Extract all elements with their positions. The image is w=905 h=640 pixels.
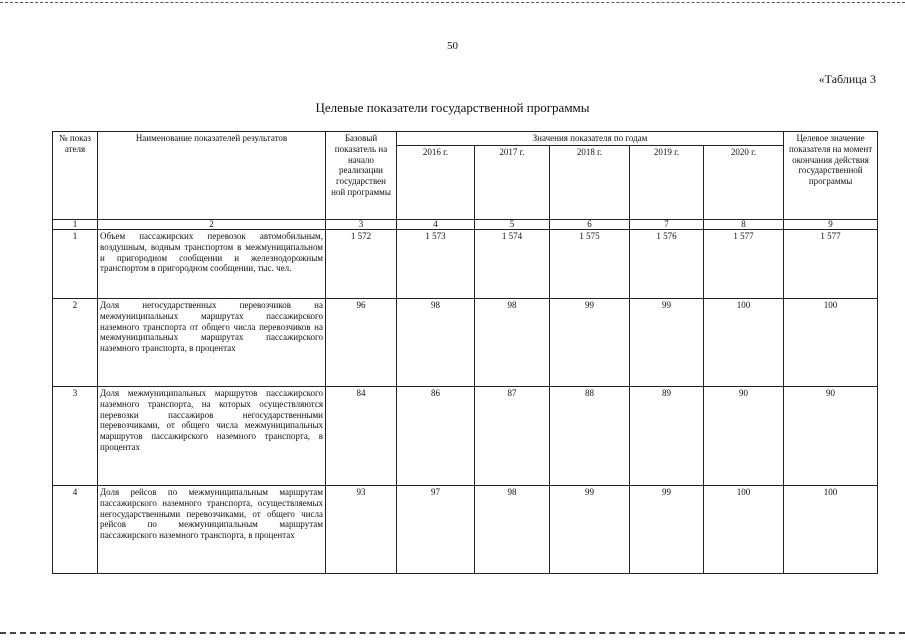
column-number: 7: [630, 220, 704, 230]
row-indicator-name: Объем пассажирских перевозок автомобильным, воздушным, водным транспортом в межмуниципальном и пригородном сообщении и железнодорожным транспортом в пригородном сообщении, тыс. чел.: [98, 230, 326, 299]
table-row: [53, 387, 878, 486]
row-year-value: 89: [630, 387, 704, 486]
document-title: Целевые показатели государственной программы: [315, 100, 590, 115]
column-number: 3: [326, 220, 397, 230]
row-year-value: 1 575: [550, 230, 630, 299]
row-base-value: 1 572: [326, 230, 397, 299]
header-values-group: Значения показателя по годам: [397, 132, 784, 146]
row-num: 4: [53, 486, 98, 574]
column-number: 8: [704, 220, 784, 230]
row-indicator-name: Доля негосударственных перевозчиков на межмуниципальных маршрутах пассажирского наземного транспорта от общего числа перевозчиков на межмуниципальных маршрутах пассажирского наземного транспорта, в процентах: [98, 299, 326, 387]
header-row: [53, 132, 878, 146]
row-year-value: 1 574: [475, 230, 550, 299]
table-row: [53, 486, 878, 574]
row-year-value: 99: [630, 486, 704, 574]
header-year: 2018 г.: [550, 146, 630, 220]
row-num: 3: [53, 387, 98, 486]
row-base-value: 84: [326, 387, 397, 486]
header-year: 2017 г.: [475, 146, 550, 220]
column-number: 4: [397, 220, 475, 230]
row-target-value: 100: [784, 299, 878, 387]
scan-top-edge: [0, 2, 905, 3]
row-base-value: 93: [326, 486, 397, 574]
column-number: 5: [475, 220, 550, 230]
row-year-value: 1 576: [630, 230, 704, 299]
row-year-value: 98: [397, 299, 475, 387]
row-year-value: 90: [704, 387, 784, 486]
table-row: [53, 299, 878, 387]
row-year-value: 88: [550, 387, 630, 486]
row-year-value: 100: [704, 299, 784, 387]
row-num: 1: [53, 230, 98, 299]
row-year-value: 98: [475, 486, 550, 574]
row-target-value: 1 577: [784, 230, 878, 299]
column-number: 2: [98, 220, 326, 230]
header-base: Базовый показатель на начало реализации государствен ной программы: [326, 132, 397, 220]
column-number: 6: [550, 220, 630, 230]
row-year-value: 1 577: [704, 230, 784, 299]
header-target: Целевое значение показателя на момент окончания действия государственной программы: [784, 132, 878, 220]
row-num: 2: [53, 299, 98, 387]
table-label: «Таблица 3: [818, 72, 876, 86]
row-year-value: 99: [550, 486, 630, 574]
column-number-row: [53, 220, 878, 230]
row-year-value: 97: [397, 486, 475, 574]
row-year-value: 1 573: [397, 230, 475, 299]
header-num: № показ ателя: [53, 132, 98, 220]
header-name: Наименование показателей результатов: [98, 132, 326, 220]
column-number: 9: [784, 220, 878, 230]
target-indicators-table: [52, 131, 878, 574]
header-year: 2016 г.: [397, 146, 475, 220]
row-year-value: 100: [704, 486, 784, 574]
row-indicator-name: Доля межмуниципальных маршрутов пассажирского наземного транспорта, на которых осуществляются перевозки пассажиров негосударственными перевозчиками, от общего числа межмуниципальных маршрутов пассажирского наземного транспорта, в процентах: [98, 387, 326, 486]
column-number: 1: [53, 220, 98, 230]
page-number: 50: [447, 40, 458, 52]
row-year-value: 87: [475, 387, 550, 486]
row-base-value: 96: [326, 299, 397, 387]
header-year: 2019 г.: [630, 146, 704, 220]
row-year-value: 86: [397, 387, 475, 486]
header-year: 2020 г.: [704, 146, 784, 220]
row-target-value: 90: [784, 387, 878, 486]
row-indicator-name: Доля рейсов по межмуниципальным маршрутам пассажирского наземного транспорта, осуществляемых негосударственными перевозчиками, от общего числа рейсов по межмуниципальным маршрутам пассажирского наземного транспорта, в процентах: [98, 486, 326, 574]
row-year-value: 98: [475, 299, 550, 387]
scan-bottom-edge: [0, 632, 905, 634]
row-year-value: 99: [550, 299, 630, 387]
row-year-value: 99: [630, 299, 704, 387]
row-target-value: 100: [784, 486, 878, 574]
table-row: [53, 230, 878, 299]
